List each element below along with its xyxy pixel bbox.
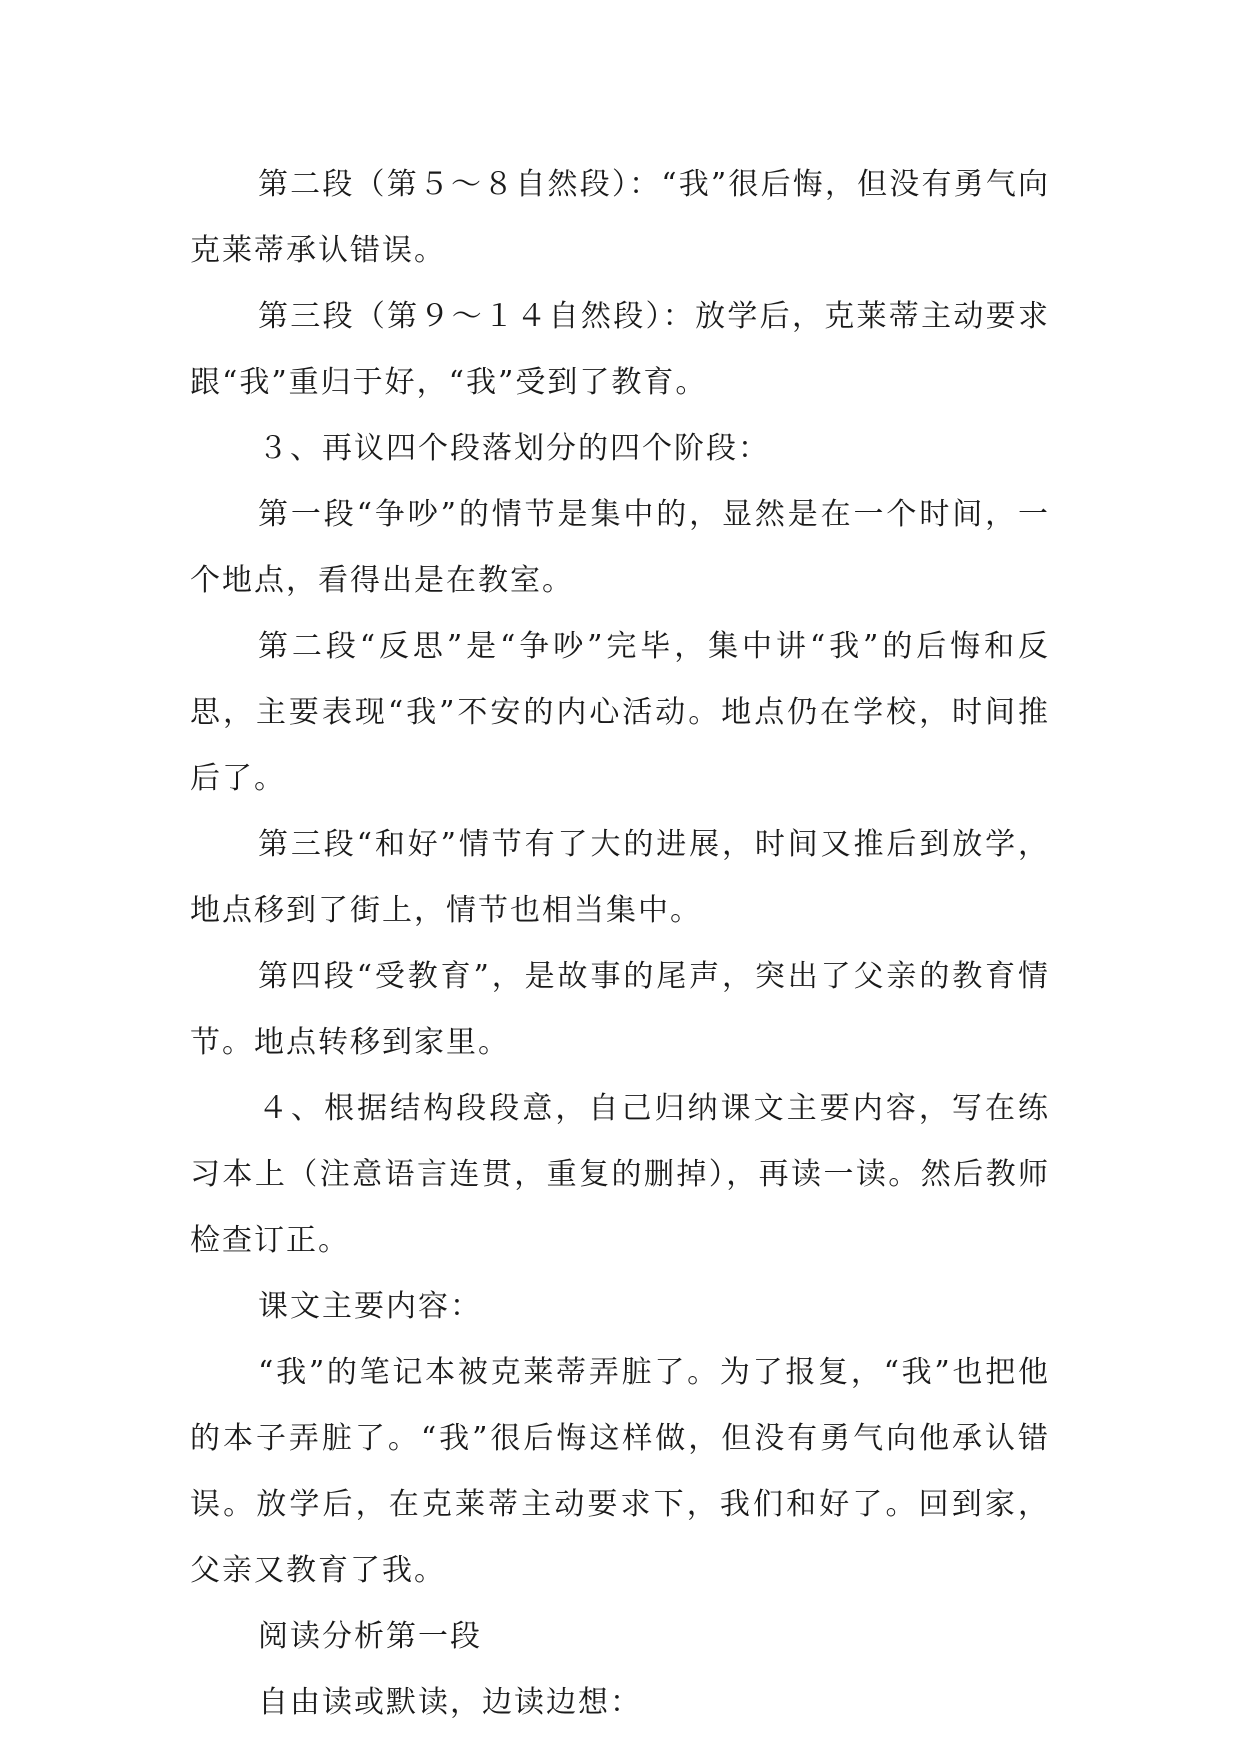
paragraph-main-content: “我”的笔记本被克莱蒂弄脏了。为了报复，“我”也把他的本子弄脏了。“我”很后悔这样做，但没有勇气向他承认错误。放学后，在克莱蒂主动要求下，我们和好了。回到家，父亲又教育了我。 [190,1355,1050,1588]
paragraph-reading-analysis: 阅读分析第一段 [258,1619,482,1654]
paragraph-reading-instruction: 自由读或默读，边读边想： [258,1685,642,1720]
paragraph-stage-one: 第一段“争吵”的情节是集中的，显然是在一个时间，一个地点，看得出是在教室。 [190,497,1050,598]
document-body [190,152,1050,1736]
paragraph-stage-two: 第二段“反思”是“争吵”完毕，集中讲“我”的后悔和反思，主要表现“我”不安的内心活动。地点仍在学校，时间推后了。 [190,629,1050,796]
paragraph-section-two: 第二段（第５～８自然段）：“我”很后悔，但没有勇气向克莱蒂承认错误。 [190,167,1050,268]
paragraph-stage-four: 第四段“受教育”，是故事的尾声，突出了父亲的教育情节。地点转移到家里。 [190,959,1050,1060]
paragraph-stage-three: 第三段“和好”情节有了大的进展，时间又推后到放学，地点移到了街上，情节也相当集中。 [190,827,1050,928]
paragraph-main-content-heading: 课文主要内容： [258,1289,482,1324]
paragraph-step-four: ４、根据结构段段意，自己归纳课文主要内容，写在练习本上（注意语言连贯，重复的删掉），再读一读。然后教师检查订正。 [190,1091,1050,1258]
paragraph-step-three: ３、再议四个段落划分的四个阶段： [258,431,770,466]
paragraph-section-three: 第三段（第９～１４自然段）：放学后，克莱蒂主动要求跟“我”重归于好，“我”受到了教育。 [190,299,1050,400]
